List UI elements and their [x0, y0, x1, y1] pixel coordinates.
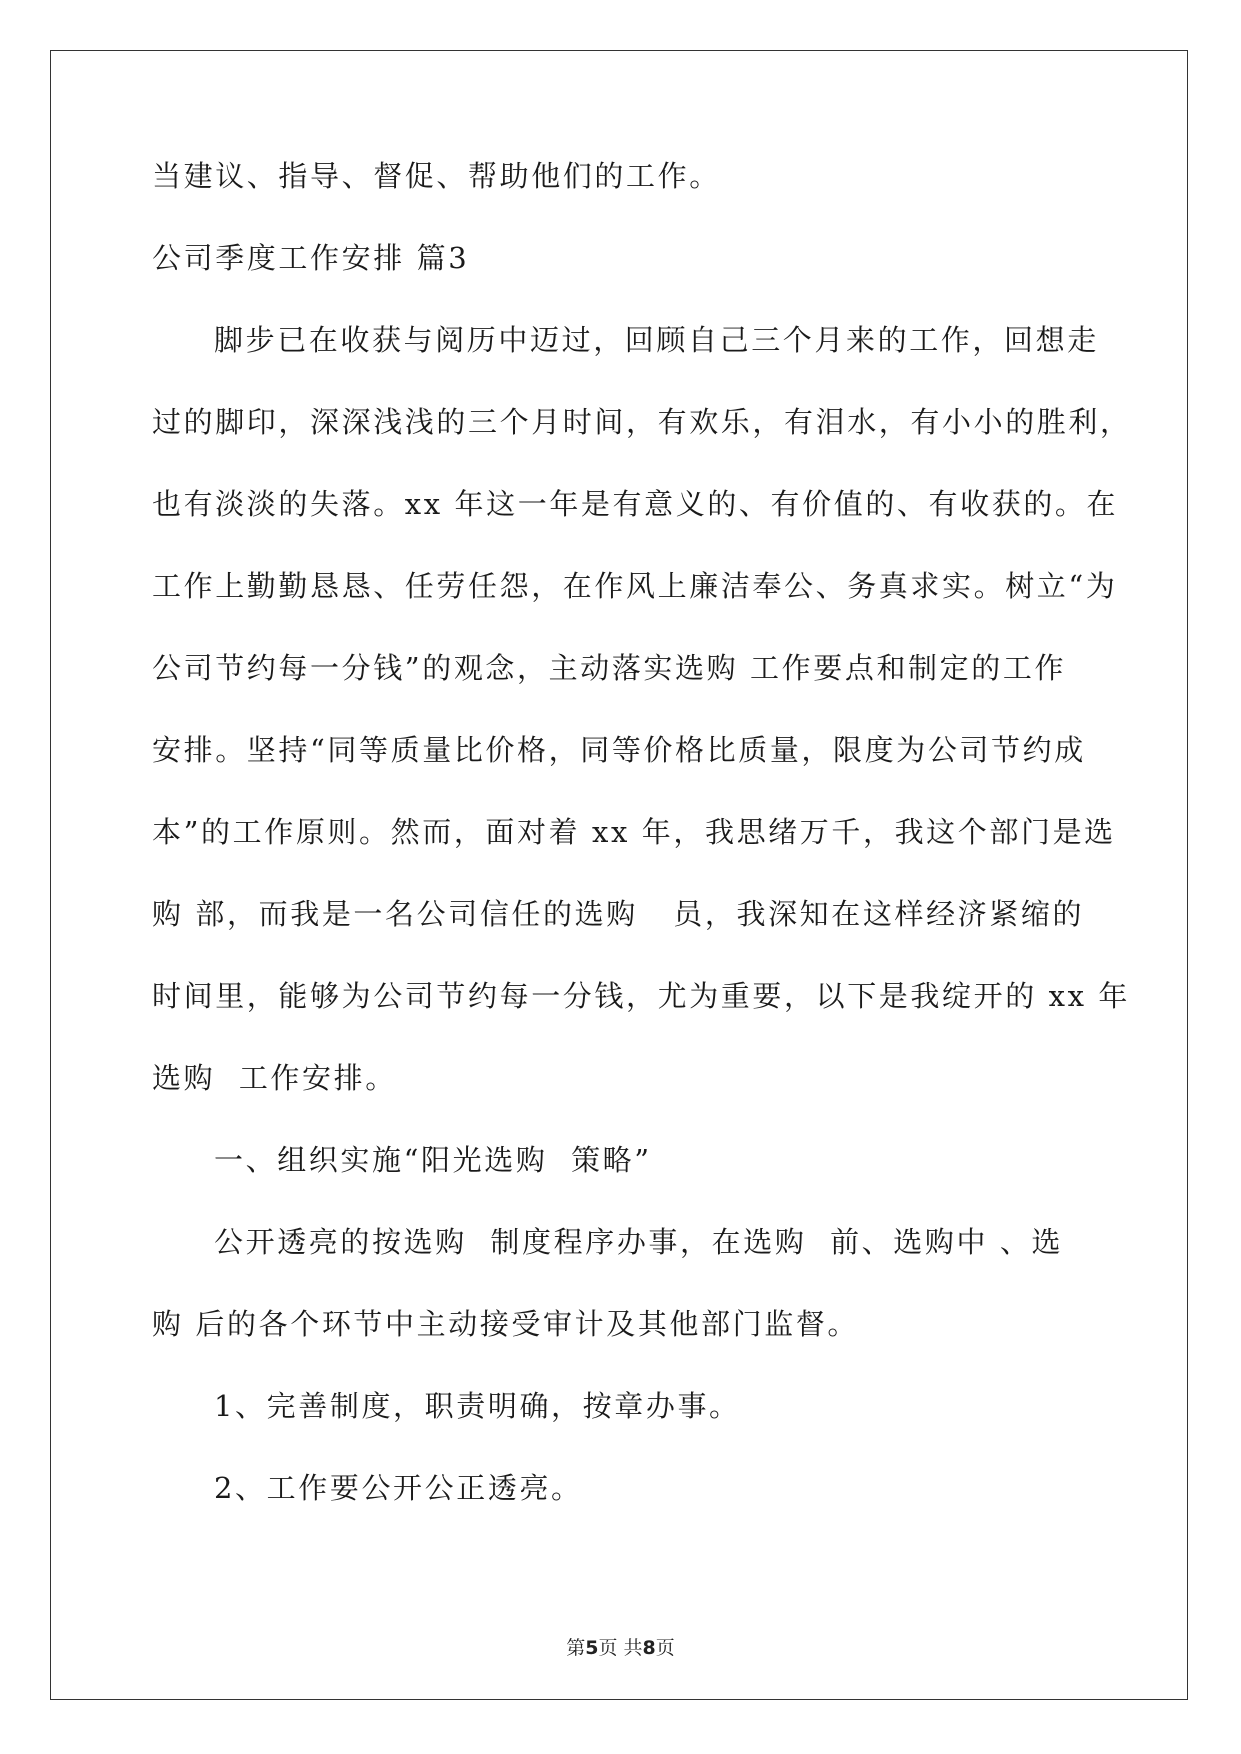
footer-suffix: 页 — [655, 1637, 675, 1659]
text-line: 时间里，能够为公司节约每一分钱，尤为重要，以下是我绽开的 xx 年 — [152, 979, 1130, 1013]
list-item: 1、完善制度，职责明确，按章办事。 — [214, 1389, 741, 1423]
section-heading: 公司季度工作安排 篇3 — [152, 241, 470, 275]
text-line: 选购 工作安排。 — [152, 1061, 397, 1095]
text-line: 购 后的各个环节中主动接受审计及其他部门监督。 — [152, 1307, 860, 1341]
page-footer — [0, 1633, 1241, 1660]
text-line: 工作上勤勤恳恳、任劳任怨，在作风上廉洁奉公、务真求实。树立“为 — [152, 569, 1118, 603]
footer-middle: 页 共 — [598, 1637, 643, 1659]
text-line: 当建议、指导、督促、帮助他们的工作。 — [152, 159, 721, 193]
text-line: 公开透亮的按选购 制度程序办事，在选购 前、选购中 、选 — [214, 1225, 1064, 1259]
text-line: 公司节约每一分钱”的观念，主动落实选购 工作要点和制定的工作 — [152, 651, 1067, 685]
subheading: 一、组织实施“阳光选购 策略” — [214, 1143, 652, 1177]
text-line: 购 部，而我是一名公司信任的选购 员，我深知在这样经济紧缩的 — [152, 897, 1085, 931]
text-line: 也有淡淡的失落。xx 年这一年是有意义的、有价值的、有收获的。在 — [152, 487, 1119, 521]
footer-prefix: 第 — [566, 1637, 586, 1659]
text-line: 安排。坚持“同等质量比价格，同等价格比质量，限度为公司节约成 — [152, 733, 1086, 767]
text-line: 过的脚印，深深浅浅的三个月时间，有欢乐，有泪水，有小小的胜利， — [152, 405, 1132, 439]
current-page-number: 5 — [585, 1637, 599, 1659]
document-body — [152, 159, 1132, 1554]
text-line: 脚步已在收获与阅历中迈过，回顾自己三个月来的工作，回想走 — [214, 323, 1099, 357]
total-page-number: 8 — [642, 1637, 656, 1659]
list-item: 2、工作要公开公正透亮。 — [214, 1471, 583, 1505]
text-line: 本”的工作原则。然而，面对着 xx 年，我思绪万千，我这个部门是选 — [152, 815, 1116, 849]
